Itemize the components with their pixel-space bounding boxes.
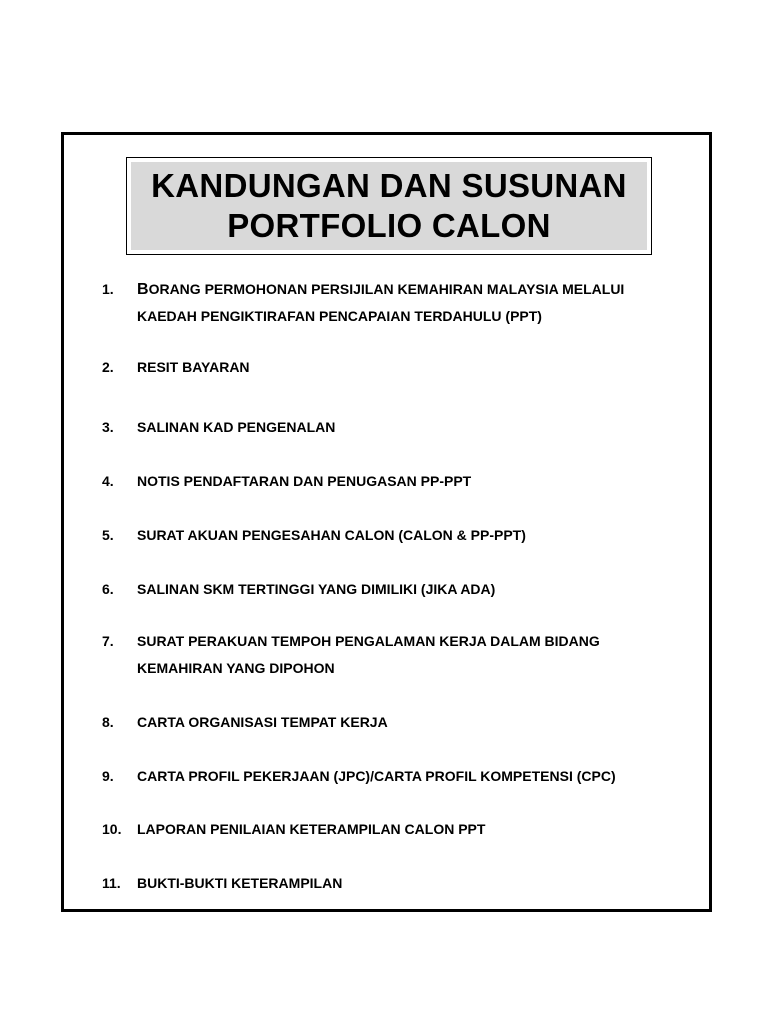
portfolio-contents-box bbox=[61, 132, 712, 912]
list-item-number: 8. bbox=[102, 714, 114, 730]
list-item-text bbox=[137, 763, 692, 790]
list-item-line: RESIT BAYARAN bbox=[137, 359, 250, 375]
list-item-number: 4. bbox=[102, 473, 114, 489]
list-item-text bbox=[137, 628, 692, 682]
title-box bbox=[126, 157, 652, 255]
list-item-number: 10. bbox=[102, 821, 122, 837]
list-item-line: SALINAN SKM TERTINGGI YANG DIMILIKI (JIKA ADA) bbox=[137, 581, 496, 597]
title-shaded-area bbox=[131, 162, 647, 250]
list-item-line: CARTA ORGANISASI TEMPAT KERJA bbox=[137, 714, 388, 730]
list-item-number: 1. bbox=[102, 281, 114, 297]
list-item-line: KAEDAH PENGIKTIRAFAN PENCAPAIAN TERDAHULU (PPT) bbox=[137, 308, 542, 324]
list-item-number: 6. bbox=[102, 581, 114, 597]
list-item-number: 5. bbox=[102, 527, 114, 543]
list-item-number: 11. bbox=[102, 875, 121, 891]
list-item-text bbox=[137, 870, 692, 897]
list-item-text bbox=[137, 522, 692, 549]
title-line-2: PORTFOLIO CALON bbox=[227, 207, 551, 244]
list-item-line: BUKTI-BUKTI KETERAMPILAN bbox=[137, 875, 343, 891]
list-item-line: LAPORAN PENILAIAN KETERAMPILAN CALON PPT bbox=[137, 821, 486, 837]
title-line-1: KANDUNGAN DAN SUSUNAN bbox=[151, 167, 627, 204]
list-item-text bbox=[137, 354, 692, 381]
list-item-text bbox=[137, 576, 692, 603]
list-item-text bbox=[137, 816, 692, 843]
list-item-line: SURAT PERAKUAN TEMPOH PENGALAMAN KERJA DALAM BIDANG bbox=[137, 633, 600, 649]
list-item-line: KEMAHIRAN YANG DIPOHON bbox=[137, 660, 335, 676]
list-item-text bbox=[137, 414, 692, 441]
list-item-number: 9. bbox=[102, 768, 114, 784]
list-item-line: SALINAN KAD PENGENALAN bbox=[137, 419, 336, 435]
list-item-line: SURAT AKUAN PENGESAHAN CALON (CALON & PP-PPT) bbox=[137, 527, 526, 543]
list-item-number: 7. bbox=[102, 633, 114, 649]
list-item-number: 2. bbox=[102, 359, 114, 375]
list-item-line: CARTA PROFIL PEKERJAAN (JPC)/CARTA PROFIL KOMPETENSI (CPC) bbox=[137, 768, 616, 784]
list-item-first-letter: B bbox=[137, 281, 149, 298]
list-item-number: 3. bbox=[102, 419, 114, 435]
list-item-text bbox=[137, 709, 692, 736]
list-item-text bbox=[137, 276, 692, 330]
list-item-line bbox=[137, 276, 692, 303]
list-item-line: NOTIS PENDAFTARAN DAN PENUGASAN PP-PPT bbox=[137, 473, 472, 489]
list-item-line-rest: ORANG PERMOHONAN PERSIJILAN KEMAHIRAN MALAYSIA MELALUI bbox=[148, 281, 625, 297]
list-item-text bbox=[137, 468, 692, 495]
